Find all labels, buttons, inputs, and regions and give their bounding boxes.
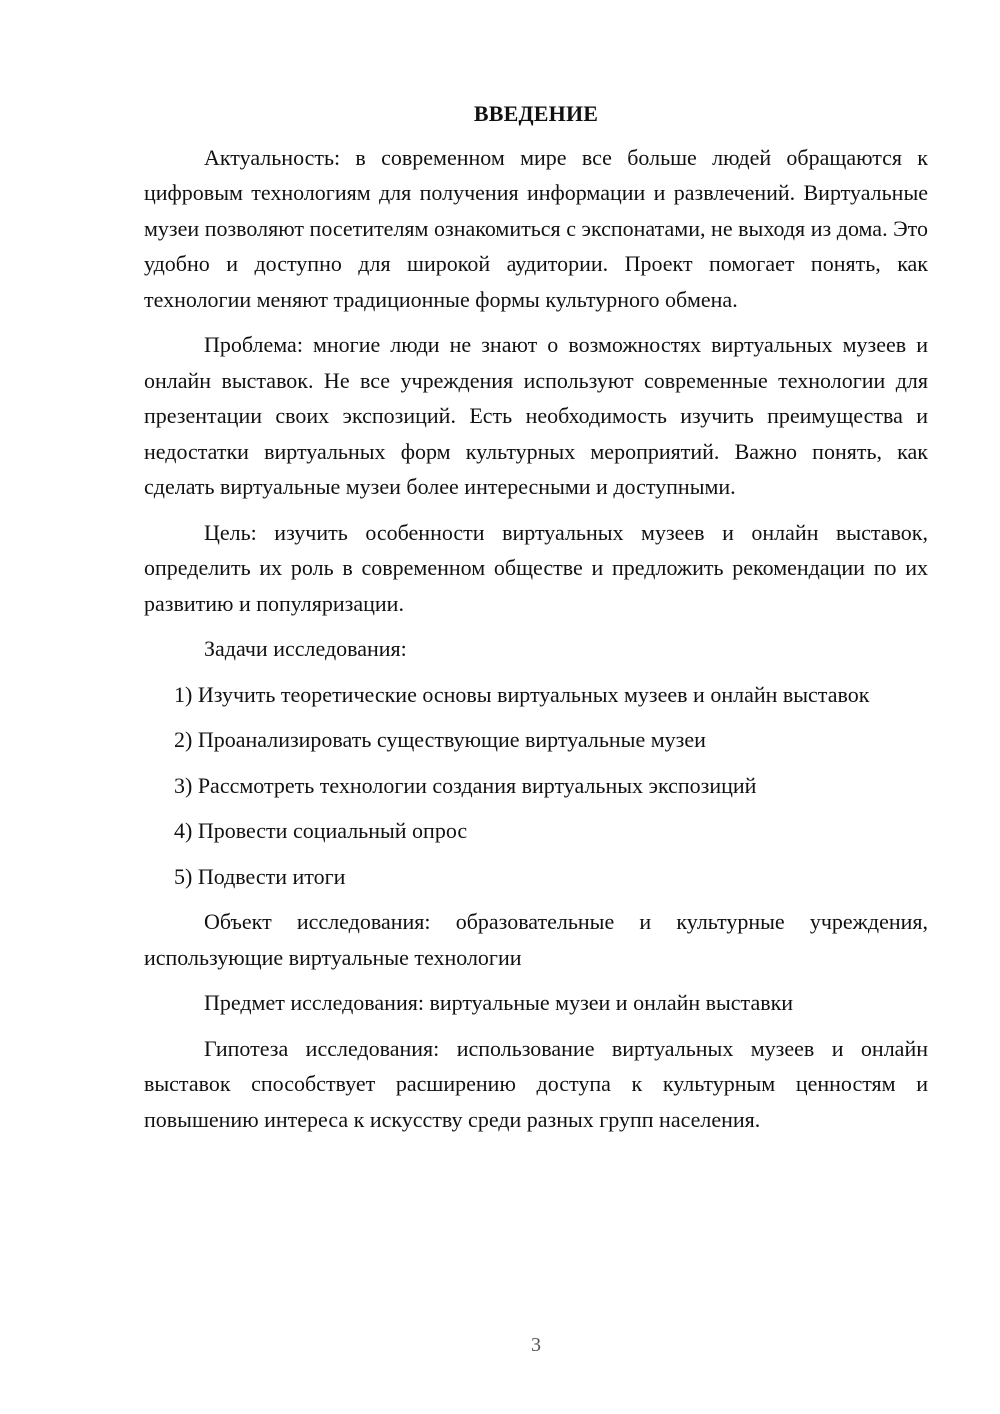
research-object-paragraph: Объект исследования: образовательные и культурные учреждения, использующие виртуальные технологии xyxy=(144,909,928,970)
research-subject-paragraph: Предмет исследования: виртуальные музеи и онлайн выставки xyxy=(204,990,794,1015)
goal-paragraph: Цель: изучить особенности виртуальных музеев и онлайн выставок, определить их роль в современном обществе и предложить рекомендации по их развитию и популяризации. xyxy=(144,519,928,616)
problem-paragraph: Проблема: многие люди не знают о возможностях виртуальных музеев и онлайн выставок. Не все учреждения используют современные технологии для презентации своих экспозиций. Есть необходимость изучить преимущества и недостатки виртуальных форм культурных мероприятий. Важно понять, как сделать виртуальные музеи более интересными и доступными. xyxy=(144,332,928,499)
task-item-3: 3) Рассмотреть технологии создания виртуальных экспозиций xyxy=(174,772,757,798)
section-title: ВВЕДЕНИЕ xyxy=(473,101,599,126)
tasks-heading: Задачи исследования: xyxy=(204,636,407,661)
task-item-2: 2) Проанализировать существующие виртуальные музеи xyxy=(174,727,706,752)
page-content xyxy=(144,96,928,1147)
page-number: 3 xyxy=(531,1334,541,1356)
task-item-4: 4) Провести социальный опрос xyxy=(174,818,468,843)
task-item-1: 1) Изучить теоретические основы виртуальных музеев и онлайн выставок xyxy=(174,681,870,707)
hypothesis-paragraph: Гипотеза исследования: использование виртуальных музеев и онлайн выставок способствует расширению доступа к культурным ценностям и повышению интереса к искусству среди разных групп населения. xyxy=(144,1035,928,1132)
relevance-paragraph: Актуальность: в современном мире все больше людей обращаются к цифровым технологиям для получения информации и развлечений. Виртуальные музеи позволяют посетителям ознакомиться с экспонатами, не выходя из дома. Это удобно и доступно для широкой аудитории. Проект помогает понять, как технологии меняют традиционные формы культурного обмена. xyxy=(144,144,928,312)
task-item-5: 5) Подвести итоги xyxy=(174,863,346,889)
